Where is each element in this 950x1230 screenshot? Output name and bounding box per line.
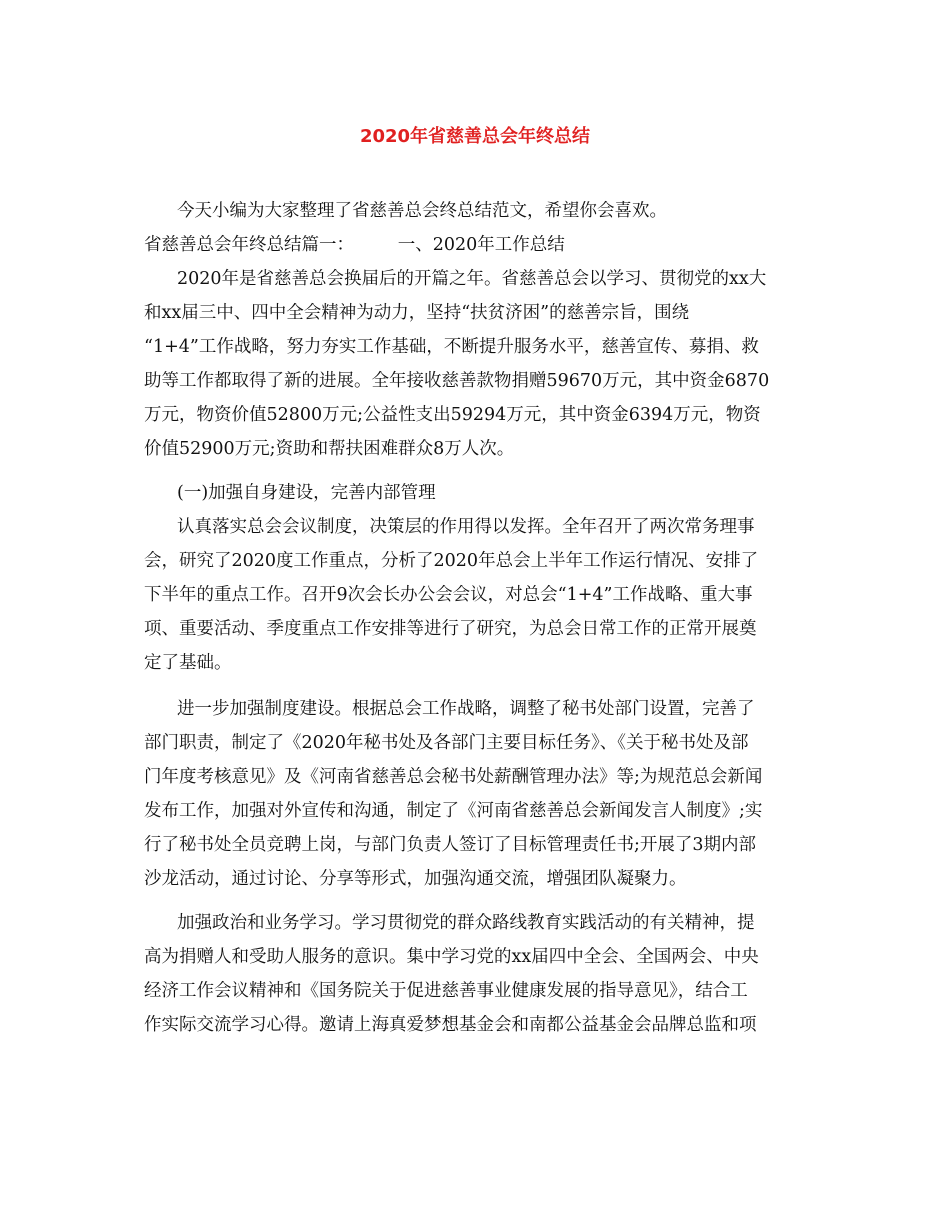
paragraph-line: 认真落实总会会议制度，决策层的作用得以发挥。全年召开了两次常务理事 <box>177 517 755 537</box>
paragraph-line: 沙龙活动，通过讨论、分享等形式，加强沟通交流，增强团队凝聚力。 <box>144 869 687 889</box>
section-heading: (一)加强自身建设，完善内部管理 <box>177 483 436 503</box>
paragraph-line: 价值52900万元;资助和帮扶困难群众8万人次。 <box>144 439 515 459</box>
paragraph-line: 部门职责，制定了《2020年秘书处及各部门主要目标任务》、《关于秘书处及部 <box>144 733 749 753</box>
paragraph-line: 助等工作都取得了新的进展。全年接收慈善款物捐赠59670万元，其中资金6870 <box>144 371 770 391</box>
paragraph-line: 今天小编为大家整理了省慈善总会终总结范文，希望你会喜欢。 <box>177 201 667 221</box>
paragraph-line: “1+4”工作战略，努力夯实工作基础，不断提升服务水平，慈善宣传、募捐、救 <box>144 337 759 357</box>
paragraph-line: 2020年是省慈善总会换届后的开篇之年。省慈善总会以学习、贯彻党的xx大 <box>177 269 767 289</box>
paragraph-line: 会，研究了2020度工作重点，分析了2020年总会上半年工作运行情况、安排了 <box>144 551 759 571</box>
paragraph-line: 进一步加强制度建设。根据总会工作战略，调整了秘书处部门设置，完善了 <box>177 699 755 719</box>
paragraph-line: 万元，物资价值52800万元;公益性支出59294万元，其中资金6394万元，物资 <box>144 405 761 425</box>
paragraph-line: 项、重要活动、季度重点工作安排等进行了研究，为总会日常工作的正常开展奠 <box>144 619 757 639</box>
paragraph-line: 高为捐赠人和受助人服务的意识。集中学习党的xx届四中全会、全国两会、中央 <box>144 947 759 967</box>
document-title: 2020年省慈善总会年终总结 <box>359 126 591 147</box>
paragraph-line: 下半年的重点工作。召开9次会长办公会会议，对总会“1+4”工作战略、重大事 <box>144 585 753 605</box>
paragraph-line: 加强政治和业务学习。学习贯彻党的群众路线教育实践活动的有关精神，提 <box>177 913 755 933</box>
paragraph-line: 作实际交流学习心得。邀请上海真爱梦想基金会和南都公益基金会品牌总监和项 <box>144 1015 757 1035</box>
paragraph-line: 定了基础。 <box>144 653 232 673</box>
paragraph-line: 和xx届三中、四中全会精神为动力，坚持“扶贫济困”的慈善宗旨，围绕 <box>144 303 690 323</box>
paragraph-line: 省慈善总会年终总结篇一： 一、2020年工作总结 <box>144 235 565 255</box>
paragraph-line: 发布工作，加强对外宣传和沟通，制定了《河南省慈善总会新闻发言人制度》;实 <box>144 801 763 821</box>
paragraph-line: 门年度考核意见》及《河南省慈善总会秘书处薪酬管理办法》等;为规范总会新闻 <box>144 767 763 787</box>
paragraph-line: 行了秘书处全员竞聘上岗，与部门负责人签订了目标管理责任书;开展了3期内部 <box>144 835 757 855</box>
paragraph-line: 经济工作会议精神和《国务院关于促进慈善事业健康发展的指导意见》，结合工 <box>144 981 748 1001</box>
